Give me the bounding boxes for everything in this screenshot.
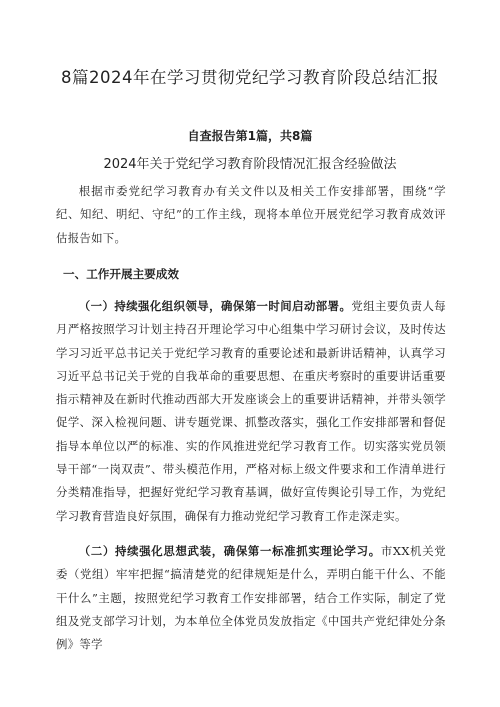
document-title: 8篇2024年在学习贯彻党纪学习教育阶段总结汇报 (61, 68, 439, 87)
paragraph-body: 党组主要负责人每月严格按照学习计划主持召开理论学习中心组集中学习研讨会议，及时传达学习习近平总书记关于党纪学习教育的重要论述和最新讲话精神，认真学习习近平总书记关于党的自我革命的重要思想、在重庆考察时的重要讲话重要指示精神及在新时代推动西部大开发座谈会上的重要讲话精神，并带头领学促学、深入检视问题、讲专题党课、抓整改落实，强化工作安排部署和督促指导本单位以严的标准、实的作风推进党纪学习教育工作。切实落实党员领导干部“一岗双责”、带头模范作用，严格对标上级文件要求和工作清单进行分类精准指导，把握好党纪学习教育基调，做好宣传舆论引导工作，为党纪学习教育营造良好氛围，确保有力推动党纪学习教育工作走深走实。 (56, 299, 447, 523)
paragraph-lead: （一）持续强化组织领导，确保第一时间启动部署。 (78, 299, 352, 313)
article-title: 2024年关于党纪学习教育阶段情况汇报含经验做法 (103, 157, 397, 172)
paragraph-organization-leadership (56, 295, 446, 528)
intro-paragraph: 根据市委党纪学习教育办有关文件以及相关工作安排部署，围绕“学纪、知纪、明纪、守纪”的工作主线，现将本单位开展党纪学习教育成效评估报告如下。 (56, 184, 446, 245)
paragraph-ideological-arming (56, 540, 446, 656)
paragraph-lead: （二）持续强化思想武装，确保第一标准抓实理论学习。 (78, 544, 381, 558)
report-counter-heading: 自查报告第1篇，共8篇 (187, 129, 313, 143)
section-heading: 一、工作开展主要成效 (63, 267, 179, 281)
paragraph-body: 市XX机关党委（党组）牢牢把握“搞清楚党的纪律规矩是什么，弄明白能干什么、不能干什么”主题，按照党纪学习教育工作安排部署，结合工作实际，制定了党组及党支部学习计划，为本单位全体党员发放指定《中国共产党纪律处分条例》等学 (56, 544, 446, 652)
